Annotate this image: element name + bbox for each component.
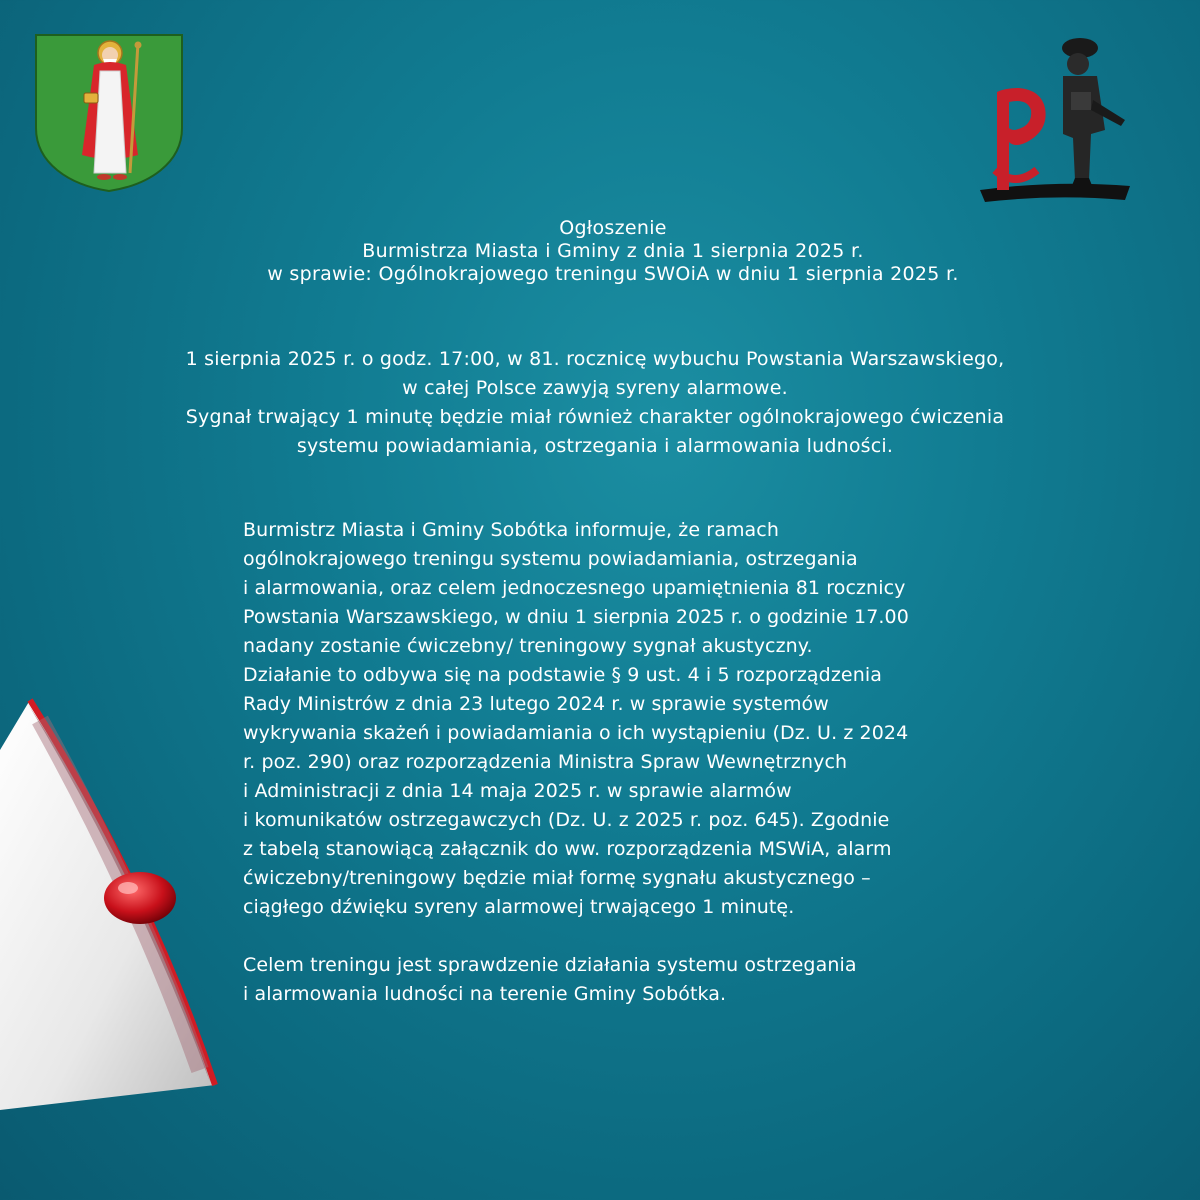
body-line: Celem treningu jest sprawdzenie działania systemu ostrzegania — [243, 954, 857, 976]
body-line: wykrywania skażeń i powiadamiania o ich wystąpieniu (Dz. U. z 2024 — [243, 722, 909, 744]
body-line: r. poz. 290) oraz rozporządzenia Ministra Spraw Wewnętrznych — [243, 751, 848, 773]
body-line: i Administracji z dnia 14 maja 2025 r. w sprawie alarmów — [243, 780, 792, 802]
intro-line: systemu powiadamiania, ostrzegania i alarmowania ludności. — [296, 435, 894, 457]
body-line: Rady Ministrów z dnia 23 lutego 2024 r. w sprawie systemów — [243, 693, 829, 715]
body-line: i alarmowania ludności na terenie Gminy Sobótka. — [243, 983, 727, 1005]
body-line: ogólnokrajowego treningu systemu powiadamiania, ostrzegania — [243, 548, 858, 570]
heading-issuer: Burmistrza Miasta i Gminy z dnia 1 sierpnia 2025 r. — [362, 240, 864, 262]
body-line: Powstania Warszawskiego, w dniu 1 sierpnia 2025 r. o godzinie 17.00 — [243, 606, 909, 628]
body-line: z tabelą stanowiącą załącznik do ww. rozporządzenia MSWiA, alarm — [243, 838, 892, 860]
announcement-body — [243, 516, 1143, 1009]
intro-line: 1 sierpnia 2025 r. o godz. 17:00, w 81. rocznicę wybuchu Powstania Warszawskiego, — [185, 348, 1005, 370]
coat-of-arms-icon — [34, 33, 184, 193]
intro-block — [0, 345, 1190, 461]
body-line: i alarmowania, oraz celem jednoczesnego upamiętnienia 81 rocznicy — [243, 577, 906, 599]
body-line: i komunikatów ostrzegawczych (Dz. U. z 2025 r. poz. 645). Zgodnie — [243, 809, 890, 831]
body-line: nadany zostanie ćwiczebny/ treningowy sygnał akustyczny. — [243, 635, 813, 657]
body-line: Burmistrz Miasta i Gminy Sobótka informuje, że ramach — [243, 519, 779, 541]
fighting-poland-anchor-icon — [975, 30, 1135, 210]
heading-title: Ogłoszenie — [559, 217, 667, 239]
body-line: Działanie to odbywa się na podstawie § 9 ust. 4 i 5 rozporządzenia — [243, 664, 882, 686]
paragraph-gap — [243, 922, 1143, 951]
megaphone-icon — [0, 690, 240, 1110]
announcement-heading — [0, 217, 1200, 286]
heading-subject: w sprawie: Ogólnokrajowego treningu SWOiA w dniu 1 sierpnia 2025 r. — [267, 263, 959, 285]
intro-line: Sygnał trwający 1 minutę będzie miał również charakter ogólnokrajowego ćwiczenia — [185, 406, 1005, 428]
body-line: ćwiczebny/treningowy będzie miał formę sygnału akustycznego – — [243, 867, 871, 889]
body-line: ciągłego dźwięku syreny alarmowej trwającego 1 minutę. — [243, 896, 795, 918]
intro-line: w całej Polsce zawyją syreny alarmowe. — [402, 377, 788, 399]
